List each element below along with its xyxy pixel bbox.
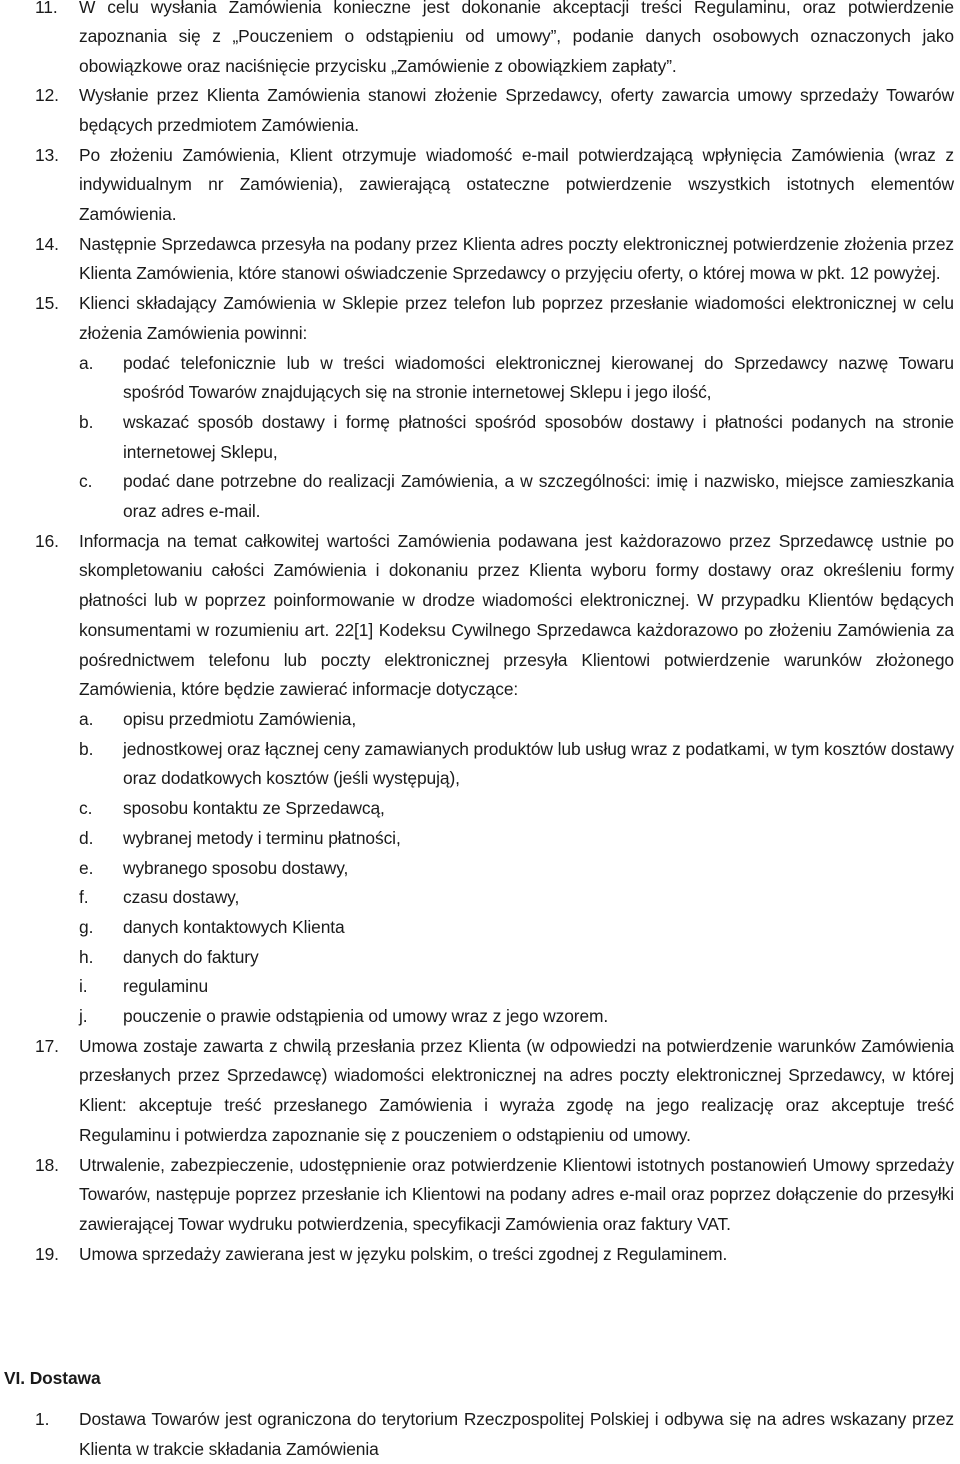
sub-item-text: danych kontaktowych Klienta bbox=[123, 916, 345, 937]
item-number: 18. bbox=[35, 1154, 59, 1175]
sub-item-text: podać dane potrzebne do realizacji Zamówienia, a w szczególności: imię i nazwisko, miejsce zamieszkania oraz adres e-mail. bbox=[123, 471, 954, 522]
item-text: Wysłanie przez Klienta Zamówienia stanowi złożenie Sprzedawcy, oferty zawarcia umowy sprzedaży Towarów będących przedmiotem Zamówienia. bbox=[79, 85, 954, 135]
item-number: 14. bbox=[35, 233, 59, 254]
item-text: Utrwalenie, zabezpieczenie, udostępnienie oraz potwierdzenie Klientowi istotnych postanowień Umowy sprzedaży Towarów, następuje poprzez przesłanie ich Klientowi na podany adres e-mail oraz poprzez dołączenie do przesyłki zawierającej Towar wydruku potwierdzenia, specyfikacji Zamówienia oraz faktury VAT. bbox=[79, 1154, 954, 1234]
sub-item-text: podać telefonicznie lub w treści wiadomości elektronicznej kierowanej do Sprzedawcy nazwę Towaru spośród Towarów znajdujących się na stronie internetowej Sklepu i jego ilość, bbox=[123, 352, 954, 403]
item-number: 17. bbox=[35, 1035, 59, 1056]
sub-item-letter: h. bbox=[79, 946, 94, 967]
list-item bbox=[0, 81, 960, 140]
sub-item-letter: a. bbox=[79, 352, 94, 373]
sub-item-text: wybranego sposobu dostawy, bbox=[123, 857, 349, 878]
sub-item-letter: e. bbox=[79, 857, 94, 878]
item-text: W celu wysłania Zamówienia konieczne jest dokonanie akceptacji treści Regulaminu, oraz potwierdzenie zapoznania się z „Pouczeniem o odstąpieniu od umowy”, podanie danych osobowych oznaczonych jako obowiązkowe oraz naciśnięcie przycisku „Zamówienie z obowiązkiem zapłaty”. bbox=[79, 0, 954, 76]
list-item bbox=[0, 289, 960, 348]
sub-item-text: pouczenie o prawie odstąpienia od umowy wraz z jego wzorem. bbox=[123, 1006, 609, 1027]
list-item bbox=[0, 1240, 960, 1270]
sub-list-item bbox=[0, 467, 960, 526]
sub-list-item bbox=[0, 913, 960, 943]
list-item bbox=[0, 0, 960, 81]
section-heading: VI. Dostawa bbox=[4, 1368, 101, 1388]
list-item bbox=[0, 1032, 960, 1151]
sub-item-text: regulaminu bbox=[123, 976, 209, 997]
item-number: 19. bbox=[35, 1243, 59, 1264]
list-item bbox=[0, 230, 960, 289]
list-item bbox=[0, 527, 960, 705]
sub-item-text: wybranej metody i terminu płatności, bbox=[123, 827, 401, 848]
sub-item-letter: b. bbox=[79, 738, 94, 759]
sub-item-text: danych do faktury bbox=[123, 946, 259, 967]
sub-item-text: czasu dostawy, bbox=[123, 887, 240, 908]
sub-item-text: opisu przedmiotu Zamówienia, bbox=[123, 708, 357, 729]
sub-item-letter: a. bbox=[79, 708, 94, 729]
item-text: Po złożeniu Zamówienia, Klient otrzymuje wiadomość e-mail potwierdzającą wpłynięcia Zamówienia (wraz z indywidualnym nr Zamówienia), zawierającą ostateczne potwierdzenie wszystkich istotnych elementów Zamówienia. bbox=[79, 144, 954, 225]
sub-list-item bbox=[0, 794, 960, 824]
sub-item-letter: f. bbox=[79, 887, 89, 908]
sub-item-letter: g. bbox=[79, 916, 94, 937]
item-number: 11. bbox=[35, 0, 58, 17]
list-item bbox=[0, 1151, 960, 1240]
item-number: 16. bbox=[35, 530, 59, 551]
sub-item-text: jednostkowej oraz łącznej ceny zamawianych produktów lub usług wraz z podatkami, w tym kosztów dostawy oraz dodatkowych kosztów (jeśli występują), bbox=[123, 738, 954, 789]
item-text: Klienci składający Zamówienia w Sklepie przez telefon lub poprzez przesłanie wiadomości elektronicznej w celu złożenia Zamówienia powinni: bbox=[79, 293, 954, 343]
sub-list-item bbox=[0, 408, 960, 467]
sub-list-item bbox=[0, 735, 960, 794]
sub-item-text: sposobu kontaktu ze Sprzedawcą, bbox=[123, 798, 385, 819]
item-number: 13. bbox=[35, 144, 59, 165]
sub-list-item bbox=[0, 349, 960, 408]
item-number: 12. bbox=[35, 85, 59, 106]
sub-item-letter: b. bbox=[79, 411, 94, 432]
sub-item-letter: j. bbox=[79, 1006, 88, 1027]
sub-item-letter: c. bbox=[79, 471, 93, 492]
item-text: Umowa zostaje zawarta z chwilą przesłania przez Klienta (w odpowiedzi na potwierdzenie warunków Zamówienia przesłanych przez Sprzedawcę) wiadomości elektronicznej na adres poczty elektronicznej Sprzedawcy, w której Klient: akceptuje treść przesłanego Zamówienia i wyraża zgodę na jego realizację oraz akceptuje treść Regulaminu i potwierdza zapoznanie się z pouczeniem o odstąpieniu od umowy. bbox=[79, 1035, 954, 1145]
sub-item-letter: d. bbox=[79, 827, 94, 848]
sub-list-item bbox=[0, 824, 960, 854]
sub-list-item bbox=[0, 943, 960, 973]
sub-item-text: wskazać sposób dostawy i formę płatności spośród sposobów dostawy i płatności podanych na stronie internetowej Sklepu, bbox=[123, 411, 954, 462]
item-text: Dostawa Towarów jest ograniczona do terytorium Rzeczpospolitej Polskiej i odbywa się na adres wskazany przez Klienta w trakcie składania Zamówienia bbox=[79, 1409, 954, 1459]
list-item bbox=[0, 1405, 960, 1464]
item-text: Informacja na temat całkowitej wartości Zamówienia podawana jest każdorazowo przez Sprzedawcę ustnie po skompletowaniu całości Zamówienia i dokonaniu przez Klienta wyboru formy dostawy oraz określeniu formy płatności lub w poprzez poinformowanie w drodze wiadomości elektronicznej. W przypadku Klientów będących konsumentami w rozumieniu art. 22[1] Kodeksu Cywilnego Sprzedawca każdorazowo po złożeniu Zamówienia za pośrednictwem telefonu lub poczty elektronicznej przesyła Klientowi potwierdzenie warunków złożonego Zamówienia, które będzie zawierać informacje dotyczące: bbox=[79, 530, 954, 700]
list-item bbox=[0, 141, 960, 230]
sub-item-letter: c. bbox=[79, 798, 93, 819]
sub-list-item bbox=[0, 705, 960, 735]
sub-list-item bbox=[0, 854, 960, 884]
item-number: 1. bbox=[35, 1409, 50, 1429]
sub-item-letter: i. bbox=[79, 976, 88, 997]
item-number: 15. bbox=[35, 293, 59, 314]
sub-list-item bbox=[0, 972, 960, 1002]
sub-list-item bbox=[0, 883, 960, 913]
item-text: Umowa sprzedaży zawierana jest w języku polskim, o treści zgodnej z Regulaminem. bbox=[79, 1243, 728, 1264]
section-list bbox=[0, 1405, 960, 1464]
item-text: Następnie Sprzedawca przesyła na podany przez Klienta adres poczty elektronicznej potwierdzenie złożenia przez Klienta Zamówienia, które stanowi oświadczenie Sprzedawcy o przyjęciu oferty, o której mowa w pkt. 12 powyżej. bbox=[79, 233, 954, 284]
sub-list-item bbox=[0, 1002, 960, 1032]
